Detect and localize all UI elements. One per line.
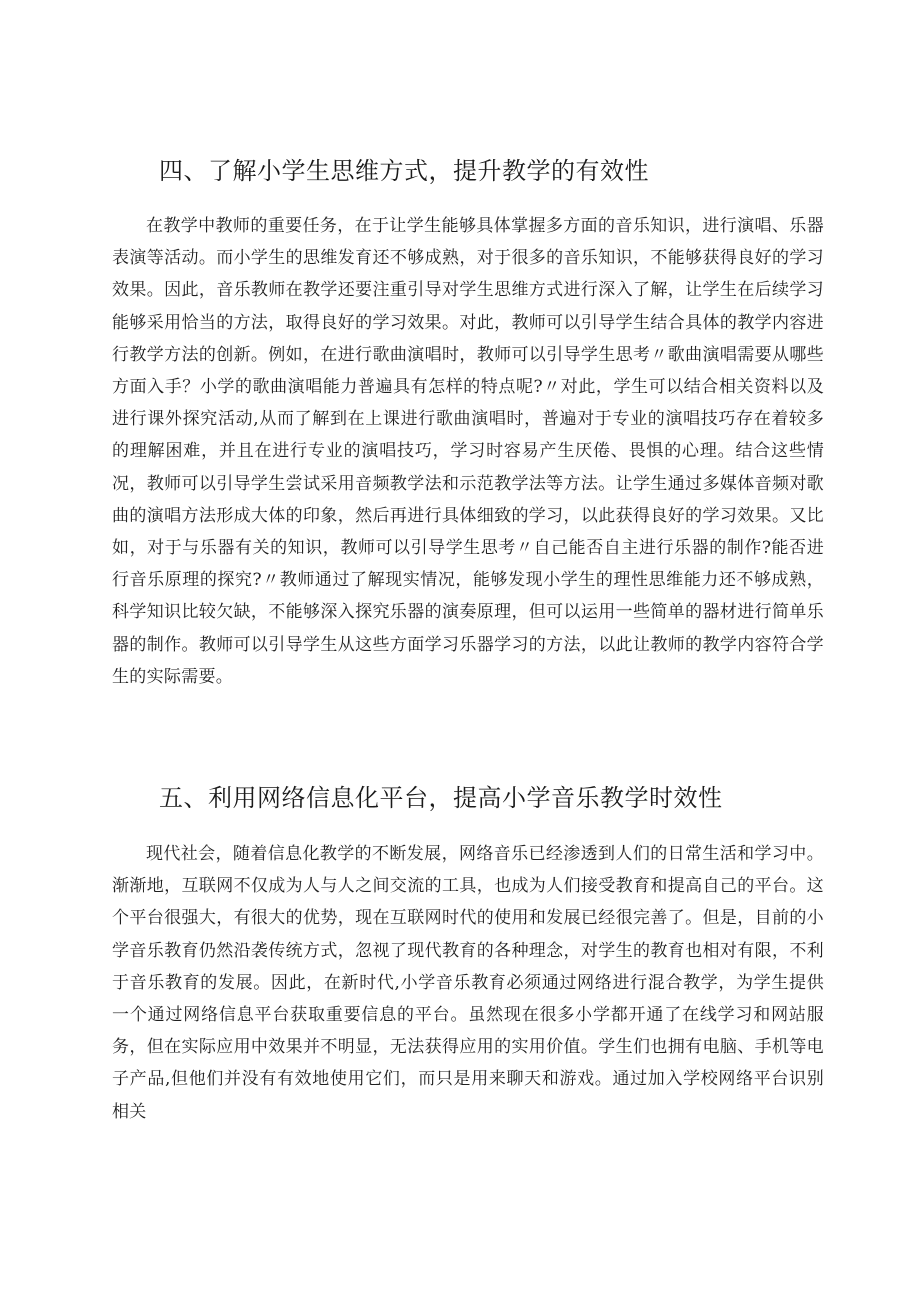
section-paragraph: 在教学中教师的重要任务，在于让学生能够具体掌握多方面的音乐知识，进行演唱、乐器表演等活动。而小学生的思维发育还不够成熟，对于很多的音乐知识，不能够获得良好的学习效果。因此，音乐教师在教学还要注重引导对学生思维方式进行深入了解，让学生在后续学习能够采用恰当的方法，取得良好的学习效果。对此，教师可以引导学生结合具体的教学内容进行教学方法的创新。例如，在进行歌曲演唱时，教师可以引导学生思考〃歌曲演唱需要从哪些方面入手？小学的歌曲演唱能力普遍具有怎样的特点呢?〃对此，学生可以结合相关资料以及进行课外探究活动,从而了解到在上课进行歌曲演唱时，普遍对于专业的演唱技巧存在着较多的理解困难，并且在进行专业的演唱技巧，学习时容易产生厌倦、畏惧的心理。结合这些情况，教师可以引导学生尝试采用音频教学法和示范教学法等方法。让学生通过多媒体音频对歌曲的演唱方法形成大体的印象，然后再进行具体细致的学习，以此获得良好的学习效果。又比如，对于与乐器有关的知识，教师可以引导学生思考〃自己能否自主进行乐器的制作?能否进行音乐原理的探究?〃教师通过了解现实情况，能够发现小学生的理性思维能力还不够成熟，科学知识比较欠缺，不能够深入探究乐器的演奏原理，但可以运用一些简单的器材进行简单乐器的制作。教师可以引导学生从这些方面学习乐器学习的方法，以此让教师的教学内容符合学生的实际需要。: [112, 216, 824, 687]
section-heading: 五、利用网络信息化平台，提高小学音乐教学时效性: [159, 784, 723, 812]
section-heading: 四、了解小学生思维方式，提升教学的有效性: [159, 157, 649, 185]
section-paragraph: 现代社会，随着信息化教学的不断发展，网络音乐已经渗透到人们的日常生活和学习中。渐渐地，互联网不仅成为人与人之间交流的工具，也成为人们接受教育和提高自己的平台。这个平台很强大，有很大的优势，现在互联网时代的使用和发展已经很完善了。但是，目前的小学音乐教育仍然沿袭传统方式，忽视了现代教育的各种理念，对学生的教育也相对有限，不利于音乐教育的发展。因此，在新时代,小学音乐教育必须通过网络进行混合教学，为学生提供一个通过网络信息平台获取重要信息的平台。虽然现在很多小学都开通了在线学习和网站服务，但在实际应用中效果并不明显，无法获得应用的实用价值。学生们也拥有电脑、手机等电子产品,但他们并没有有效地使用它们，而只是用来聊天和游戏。通过加入学校网络平台识别相关: [112, 844, 824, 1122]
